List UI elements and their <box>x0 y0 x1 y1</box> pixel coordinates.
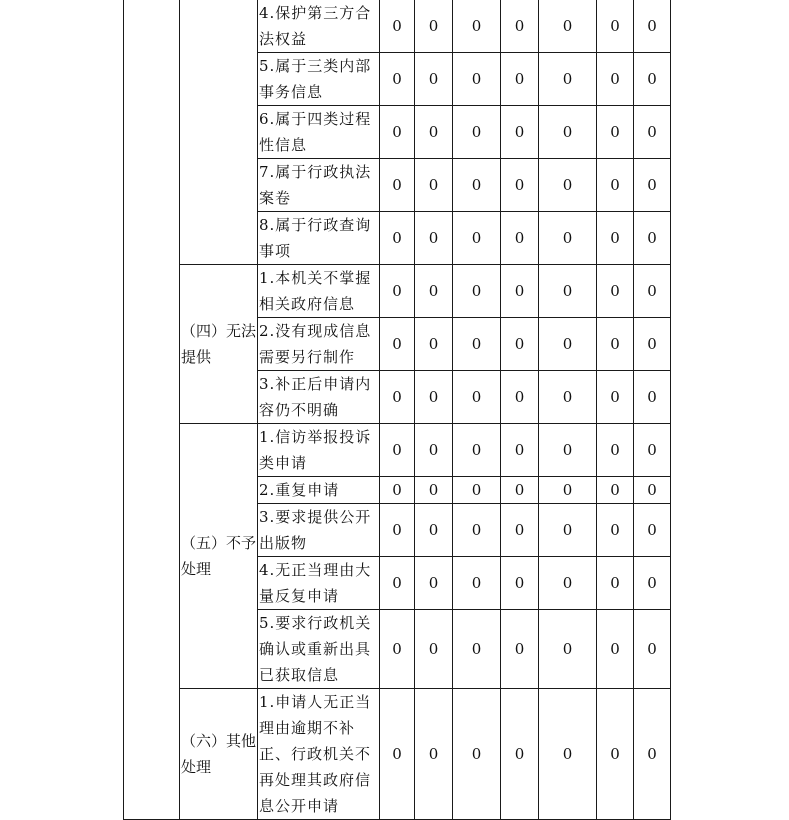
table-row <box>124 265 671 318</box>
item-label: 1.信访举报投诉类申请 <box>258 424 380 477</box>
value-cell: 0 <box>453 610 501 689</box>
value-cell: 0 <box>380 0 415 53</box>
value-cell: 0 <box>415 371 453 424</box>
value-cell: 0 <box>501 318 539 371</box>
item-label: 5.属于三类内部事务信息 <box>258 53 380 106</box>
value-cell: 0 <box>634 159 671 212</box>
value-cell: 0 <box>634 424 671 477</box>
value-cell: 0 <box>380 557 415 610</box>
value-cell: 0 <box>501 265 539 318</box>
value-cell: 0 <box>501 106 539 159</box>
value-cell: 0 <box>501 477 539 504</box>
value-cell: 0 <box>501 159 539 212</box>
value-cell: 0 <box>597 371 634 424</box>
value-cell: 0 <box>539 424 597 477</box>
value-cell: 0 <box>539 159 597 212</box>
value-cell: 0 <box>380 53 415 106</box>
value-cell: 0 <box>501 557 539 610</box>
value-cell: 0 <box>415 0 453 53</box>
group-label-not-processed: （五）不予处理 <box>180 424 258 689</box>
value-cell: 0 <box>597 318 634 371</box>
value-cell: 0 <box>415 424 453 477</box>
value-cell: 0 <box>501 371 539 424</box>
value-cell: 0 <box>634 53 671 106</box>
value-cell: 0 <box>634 106 671 159</box>
value-cell: 0 <box>501 0 539 53</box>
value-cell: 0 <box>597 53 634 106</box>
item-label: 8.属于行政查询事项 <box>258 212 380 265</box>
value-cell: 0 <box>415 106 453 159</box>
value-cell: 0 <box>380 265 415 318</box>
value-cell: 0 <box>380 371 415 424</box>
value-cell: 0 <box>539 212 597 265</box>
value-cell: 0 <box>415 557 453 610</box>
value-cell: 0 <box>380 106 415 159</box>
value-cell: 0 <box>597 0 634 53</box>
value-cell: 0 <box>380 318 415 371</box>
value-cell: 0 <box>597 159 634 212</box>
value-cell: 0 <box>539 689 597 820</box>
value-cell: 0 <box>453 0 501 53</box>
item-label: 1.本机关不掌握相关政府信息 <box>258 265 380 318</box>
value-cell: 0 <box>453 106 501 159</box>
value-cell: 0 <box>453 504 501 557</box>
value-cell: 0 <box>539 53 597 106</box>
table-row <box>124 0 671 53</box>
group-cell-continued <box>180 0 258 265</box>
value-cell: 0 <box>597 689 634 820</box>
value-cell: 0 <box>453 53 501 106</box>
value-cell: 0 <box>539 106 597 159</box>
value-cell: 0 <box>597 212 634 265</box>
value-cell: 0 <box>539 318 597 371</box>
value-cell: 0 <box>380 689 415 820</box>
value-cell: 0 <box>415 318 453 371</box>
value-cell: 0 <box>380 477 415 504</box>
value-cell: 0 <box>539 610 597 689</box>
value-cell: 0 <box>453 477 501 504</box>
item-label: 6.属于四类过程性信息 <box>258 106 380 159</box>
value-cell: 0 <box>453 159 501 212</box>
value-cell: 0 <box>597 106 634 159</box>
value-cell: 0 <box>634 504 671 557</box>
value-cell: 0 <box>634 477 671 504</box>
table-row <box>124 689 671 820</box>
value-cell: 0 <box>415 212 453 265</box>
value-cell: 0 <box>501 424 539 477</box>
item-label: 7.属于行政执法案卷 <box>258 159 380 212</box>
item-label: 4.保护第三方合法权益 <box>258 0 380 53</box>
value-cell: 0 <box>634 212 671 265</box>
value-cell: 0 <box>453 318 501 371</box>
table-row <box>124 424 671 477</box>
item-label: 3.要求提供公开出版物 <box>258 504 380 557</box>
group-label-cannot-provide: （四）无法提供 <box>180 265 258 424</box>
value-cell: 0 <box>539 477 597 504</box>
item-label: 3.补正后申请内容仍不明确 <box>258 371 380 424</box>
value-cell: 0 <box>597 424 634 477</box>
group-label-other-processing: （六）其他处理 <box>180 689 258 820</box>
value-cell: 0 <box>501 212 539 265</box>
value-cell: 0 <box>415 477 453 504</box>
item-label: 4.无正当理由大量反复申请 <box>258 557 380 610</box>
value-cell: 0 <box>453 371 501 424</box>
value-cell: 0 <box>539 265 597 318</box>
value-cell: 0 <box>380 424 415 477</box>
value-cell: 0 <box>415 610 453 689</box>
item-label: 1.申请人无正当理由逾期不补正、行政机关不再处理其政府信息公开申请 <box>258 689 380 820</box>
value-cell: 0 <box>380 159 415 212</box>
value-cell: 0 <box>539 504 597 557</box>
value-cell: 0 <box>453 557 501 610</box>
value-cell: 0 <box>597 504 634 557</box>
value-cell: 0 <box>415 689 453 820</box>
value-cell: 0 <box>501 610 539 689</box>
disclosure-statistics-table <box>123 0 671 820</box>
value-cell: 0 <box>380 504 415 557</box>
value-cell: 0 <box>634 689 671 820</box>
value-cell: 0 <box>539 557 597 610</box>
value-cell: 0 <box>539 0 597 53</box>
value-cell: 0 <box>597 557 634 610</box>
value-cell: 0 <box>501 689 539 820</box>
value-cell: 0 <box>501 53 539 106</box>
item-label: 5.要求行政机关确认或重新出具已获取信息 <box>258 610 380 689</box>
disclosure-table-wrapper <box>123 0 671 820</box>
value-cell: 0 <box>453 265 501 318</box>
value-cell: 0 <box>634 318 671 371</box>
value-cell: 0 <box>453 212 501 265</box>
value-cell: 0 <box>415 504 453 557</box>
value-cell: 0 <box>539 371 597 424</box>
value-cell: 0 <box>634 265 671 318</box>
value-cell: 0 <box>380 212 415 265</box>
value-cell: 0 <box>415 53 453 106</box>
value-cell: 0 <box>415 265 453 318</box>
value-cell: 0 <box>415 159 453 212</box>
value-cell: 0 <box>634 557 671 610</box>
value-cell: 0 <box>634 0 671 53</box>
item-label: 2.没有现成信息需要另行制作 <box>258 318 380 371</box>
value-cell: 0 <box>597 610 634 689</box>
value-cell: 0 <box>453 424 501 477</box>
item-label: 2.重复申请 <box>258 477 380 504</box>
value-cell: 0 <box>634 610 671 689</box>
value-cell: 0 <box>597 265 634 318</box>
value-cell: 0 <box>597 477 634 504</box>
category-column-cell <box>124 0 180 820</box>
value-cell: 0 <box>501 504 539 557</box>
value-cell: 0 <box>634 371 671 424</box>
value-cell: 0 <box>380 610 415 689</box>
value-cell: 0 <box>453 689 501 820</box>
